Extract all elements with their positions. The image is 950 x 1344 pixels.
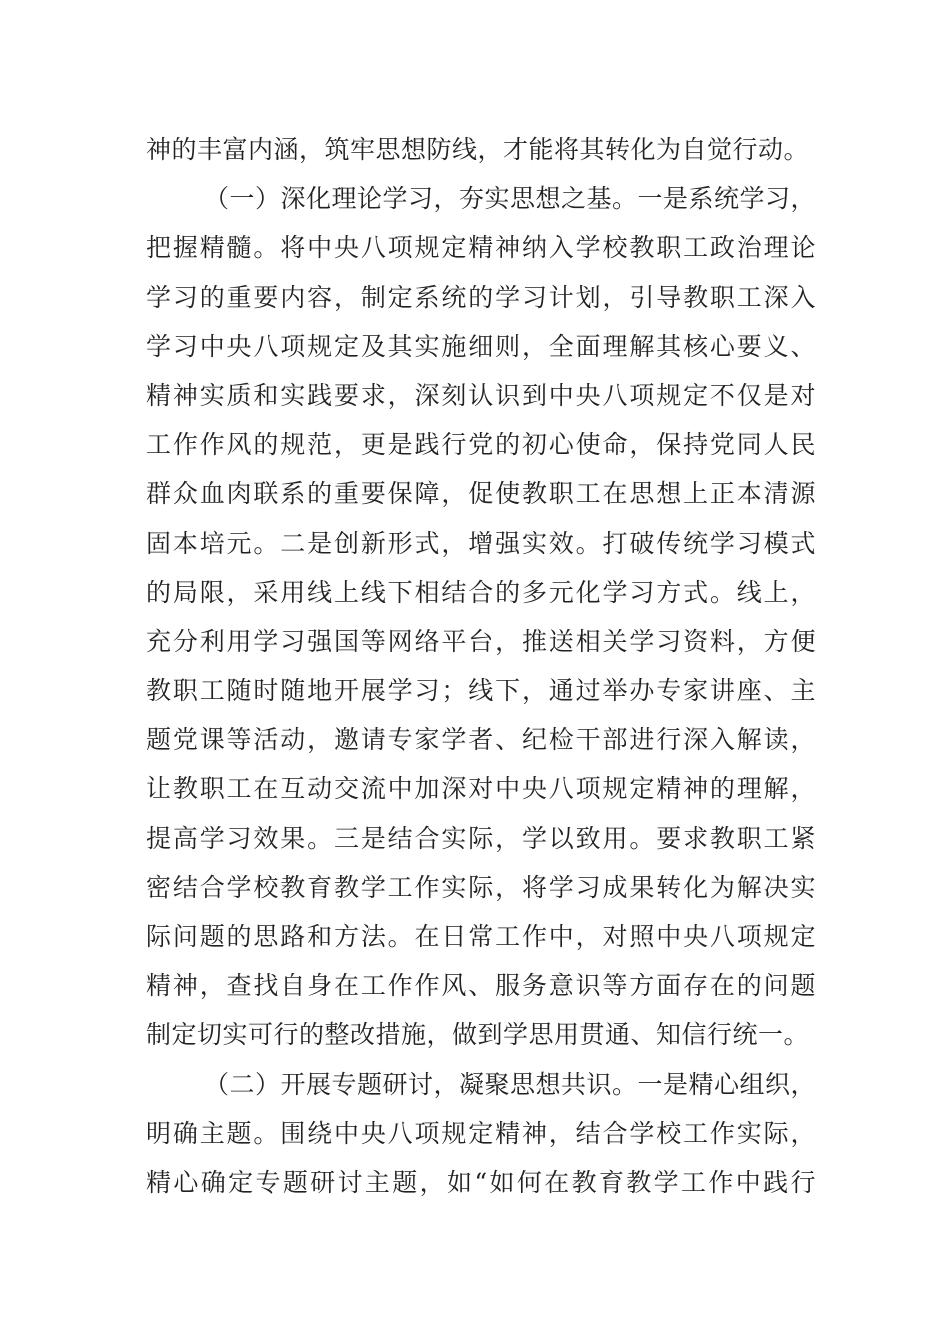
text-line: 充分利用学习强国等网络平台，推送相关学习资料，方便 — [146, 626, 816, 656]
text-line: 精神实质和实践要求，深刻认识到中央八项规定不仅是对 — [146, 380, 816, 410]
text-line: 让教职工在互动交流中加深对中央八项规定精神的理解， — [146, 774, 816, 804]
text-line: 题党课等活动，邀请专家学者、纪检干部进行深入解读， — [146, 725, 816, 755]
text-line: 学习的重要内容，制定系统的学习计划，引导教职工深入 — [146, 282, 816, 312]
paragraph-heading-line: （一）深化理论学习，夯实思想之基。一是系统学习， — [204, 184, 817, 214]
body-text — [146, 130, 816, 1212]
text-line: 精心确定专题研讨主题，如“如何在教育教学工作中践行 — [146, 1167, 816, 1197]
text-line: 工作作风的规范，更是践行党的初心使命，保持党同人民 — [146, 430, 816, 460]
text-line: 制定切实可行的整改措施，做到学思用贯通、知信行统一。 — [146, 1020, 810, 1050]
paragraph-heading-line: （二）开展专题研讨，凝聚思想共识。一是精心组织， — [204, 1069, 817, 1099]
text-line: 密结合学校教育教学工作实际，将学习成果转化为解决实 — [146, 872, 816, 902]
text-line: 明确主题。围绕中央八项规定精神，结合学校工作实际， — [146, 1118, 816, 1148]
text-line: 提高学习效果。三是结合实际，学以致用。要求教职工紧 — [146, 823, 816, 853]
text-line: 把握精髓。将中央八项规定精神纳入学校教职工政治理论 — [146, 233, 816, 263]
text-line: 精神，查找自身在工作作风、服务意识等方面存在的问题 — [146, 971, 816, 1001]
text-line: 神的丰富内涵，筑牢思想防线，才能将其转化为自觉行动。 — [146, 135, 810, 164]
text-line: 学习中央八项规定及其实施细则，全面理解其核心要义、 — [146, 331, 816, 361]
text-line: 群众血肉联系的重要保障，促使教职工在思想上正本清源 — [146, 479, 816, 509]
text-line: 教职工随时随地开展学习；线下，通过举办专家讲座、主 — [146, 676, 816, 706]
text-line: 固本培元。二是创新形式，增强实效。打破传统学习模式 — [146, 528, 816, 558]
text-line: 际问题的思路和方法。在日常工作中，对照中央八项规定 — [146, 922, 816, 951]
text-line: 的局限，采用线上线下相结合的多元化学习方式。线上， — [146, 577, 816, 607]
